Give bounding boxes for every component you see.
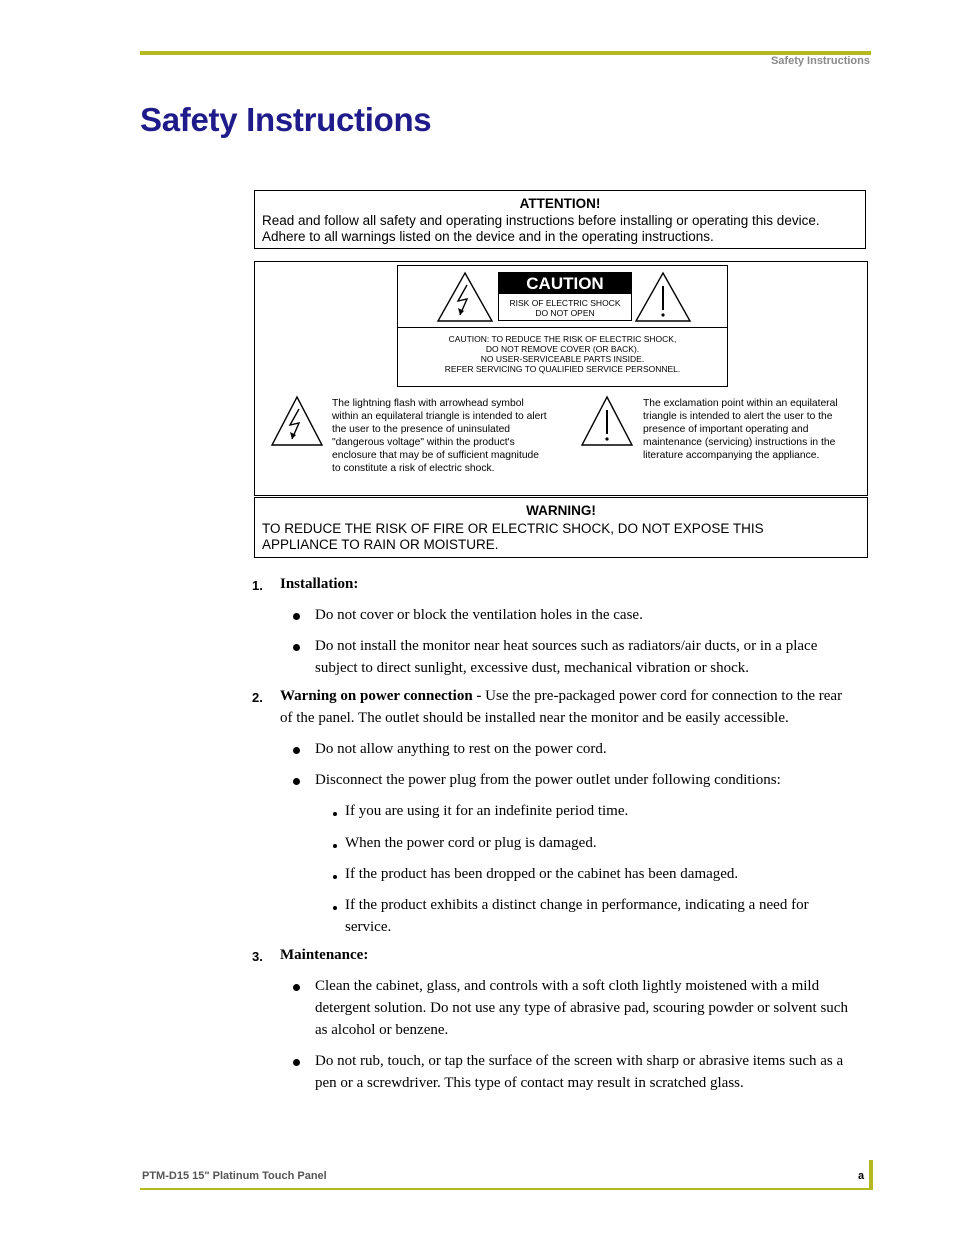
footer-rule-corner — [869, 1160, 873, 1190]
caution-title: CAUTION — [499, 273, 631, 294]
caution-notice-line: DO NOT REMOVE COVER (OR BACK). — [485, 344, 640, 354]
caution-sign-line: RISK OF ELECTRIC SHOCK — [509, 298, 621, 308]
sub-bullet-icon — [333, 812, 337, 816]
warning-line: TO REDUCE THE RISK OF FIRE OR ELECTRIC SHOCK, DO NOT EXPOSE THIS — [262, 521, 764, 536]
bullet-icon — [293, 747, 300, 754]
exclamation-description: The exclamation point within an equilateral triangle is intended to alert the user to the presence of important operating and maintenance (servicing) instructions in the literature accompanying the appliance. — [643, 398, 838, 461]
list-item: Do not cover or block the ventilation holes in the case. — [315, 607, 643, 623]
list-item: Do not allow anything to rest on the power cord. — [315, 741, 607, 757]
sub-list-item: If you are using it for an indefinite period time. — [345, 803, 629, 819]
sub-bullet-icon — [333, 844, 337, 848]
list-item: subject to direct sunlight, excessive dust, mechanical vibration or shock. — [315, 660, 750, 676]
caution-sign-line: DO NOT OPEN — [535, 308, 595, 318]
attention-heading: ATTENTION! — [519, 196, 601, 211]
warning-box — [254, 497, 868, 558]
footer-rule — [140, 1188, 869, 1190]
caution-sign — [498, 272, 632, 321]
caution-notice-line: NO USER-SERVICEABLE PARTS INSIDE. — [480, 354, 645, 364]
exclamation-triangle-icon — [580, 395, 634, 447]
warning-line: APPLIANCE TO RAIN OR MOISTURE. — [262, 537, 499, 552]
caution-notice-line: CAUTION: TO REDUCE THE RISK OF ELECTRIC SHOCK, — [448, 334, 677, 344]
bullet-icon — [293, 778, 300, 785]
attention-box — [254, 190, 866, 249]
section-number: 3. — [252, 949, 263, 964]
section-number: 1. — [252, 578, 263, 593]
bullet-icon — [293, 1059, 300, 1066]
running-head: Safety Instructions — [770, 55, 870, 67]
caution-divider — [398, 327, 727, 328]
list-item: as alcohol or benzene. — [315, 1022, 449, 1038]
section-paragraph: of the panel. The outlet should be installed near the monitor and be easily accessible. — [280, 710, 789, 726]
sub-list-item: When the power cord or plug is damaged. — [345, 835, 597, 851]
bullet-icon — [293, 984, 300, 991]
attention-line: Read and follow all safety and operating instructions before installing or operating this device. — [262, 213, 820, 228]
caution-panel — [254, 261, 868, 496]
section-paragraph: Warning on power connection - Use the pre-packaged power cord for connection to the rear — [280, 688, 843, 704]
sub-bullet-icon — [333, 906, 337, 910]
list-item: detergent solution. Do not use any type of abrasive pad, scouring powder or solvent such — [315, 1000, 848, 1016]
lightning-triangle-icon — [436, 271, 494, 323]
warning-heading: WARNING! — [526, 503, 596, 518]
page-title: Safety Instructions — [140, 101, 432, 138]
list-item: Do not install the monitor near heat sources such as radiators/air ducts, or in a place — [315, 638, 818, 654]
list-item: Do not rub, touch, or tap the surface of the screen with sharp or abrasive items such as a — [315, 1053, 844, 1069]
page-number: a — [858, 1170, 865, 1182]
bullet-icon — [293, 644, 300, 651]
footer-product: PTM-D15 15" Platinum Touch Panel — [142, 1170, 327, 1182]
section-heading: Installation: — [280, 576, 359, 592]
caution-label — [397, 265, 728, 387]
sub-list-item: If the product has been dropped or the cabinet has been damaged. — [345, 866, 739, 882]
sub-bullet-icon — [333, 875, 337, 879]
exclamation-triangle-icon — [634, 271, 692, 323]
bullet-icon — [293, 613, 300, 620]
lightning-description: The lightning flash with arrowhead symbol within an equilateral triangle is intended to alert the user to the presence of uninsulated "dangerous voltage" within the product's enclosure that may be of sufficient magnitude to constitute a risk of electric shock. — [332, 398, 547, 474]
lightning-triangle-icon — [270, 395, 324, 447]
caution-notice-line: REFER SERVICING TO QUALIFIED SERVICE PERSONNEL. — [444, 364, 681, 374]
list-item: Clean the cabinet, glass, and controls with a soft cloth lightly moistened with a mild — [315, 978, 820, 994]
section-number: 2. — [252, 690, 263, 705]
attention-line: Adhere to all warnings listed on the device and in the operating instructions. — [262, 229, 714, 244]
section-heading: Maintenance: — [280, 947, 369, 963]
header-rule — [140, 51, 871, 55]
section-heading: Warning on power connection - — [280, 688, 486, 704]
list-item: Disconnect the power plug from the power outlet under following conditions: — [315, 772, 781, 788]
sub-list-item: service. — [345, 919, 392, 935]
list-item: pen or a screwdriver. This type of contact may result in scratched glass. — [315, 1075, 744, 1091]
sub-list-item: If the product exhibits a distinct change in performance, indicating a need for — [345, 897, 809, 913]
